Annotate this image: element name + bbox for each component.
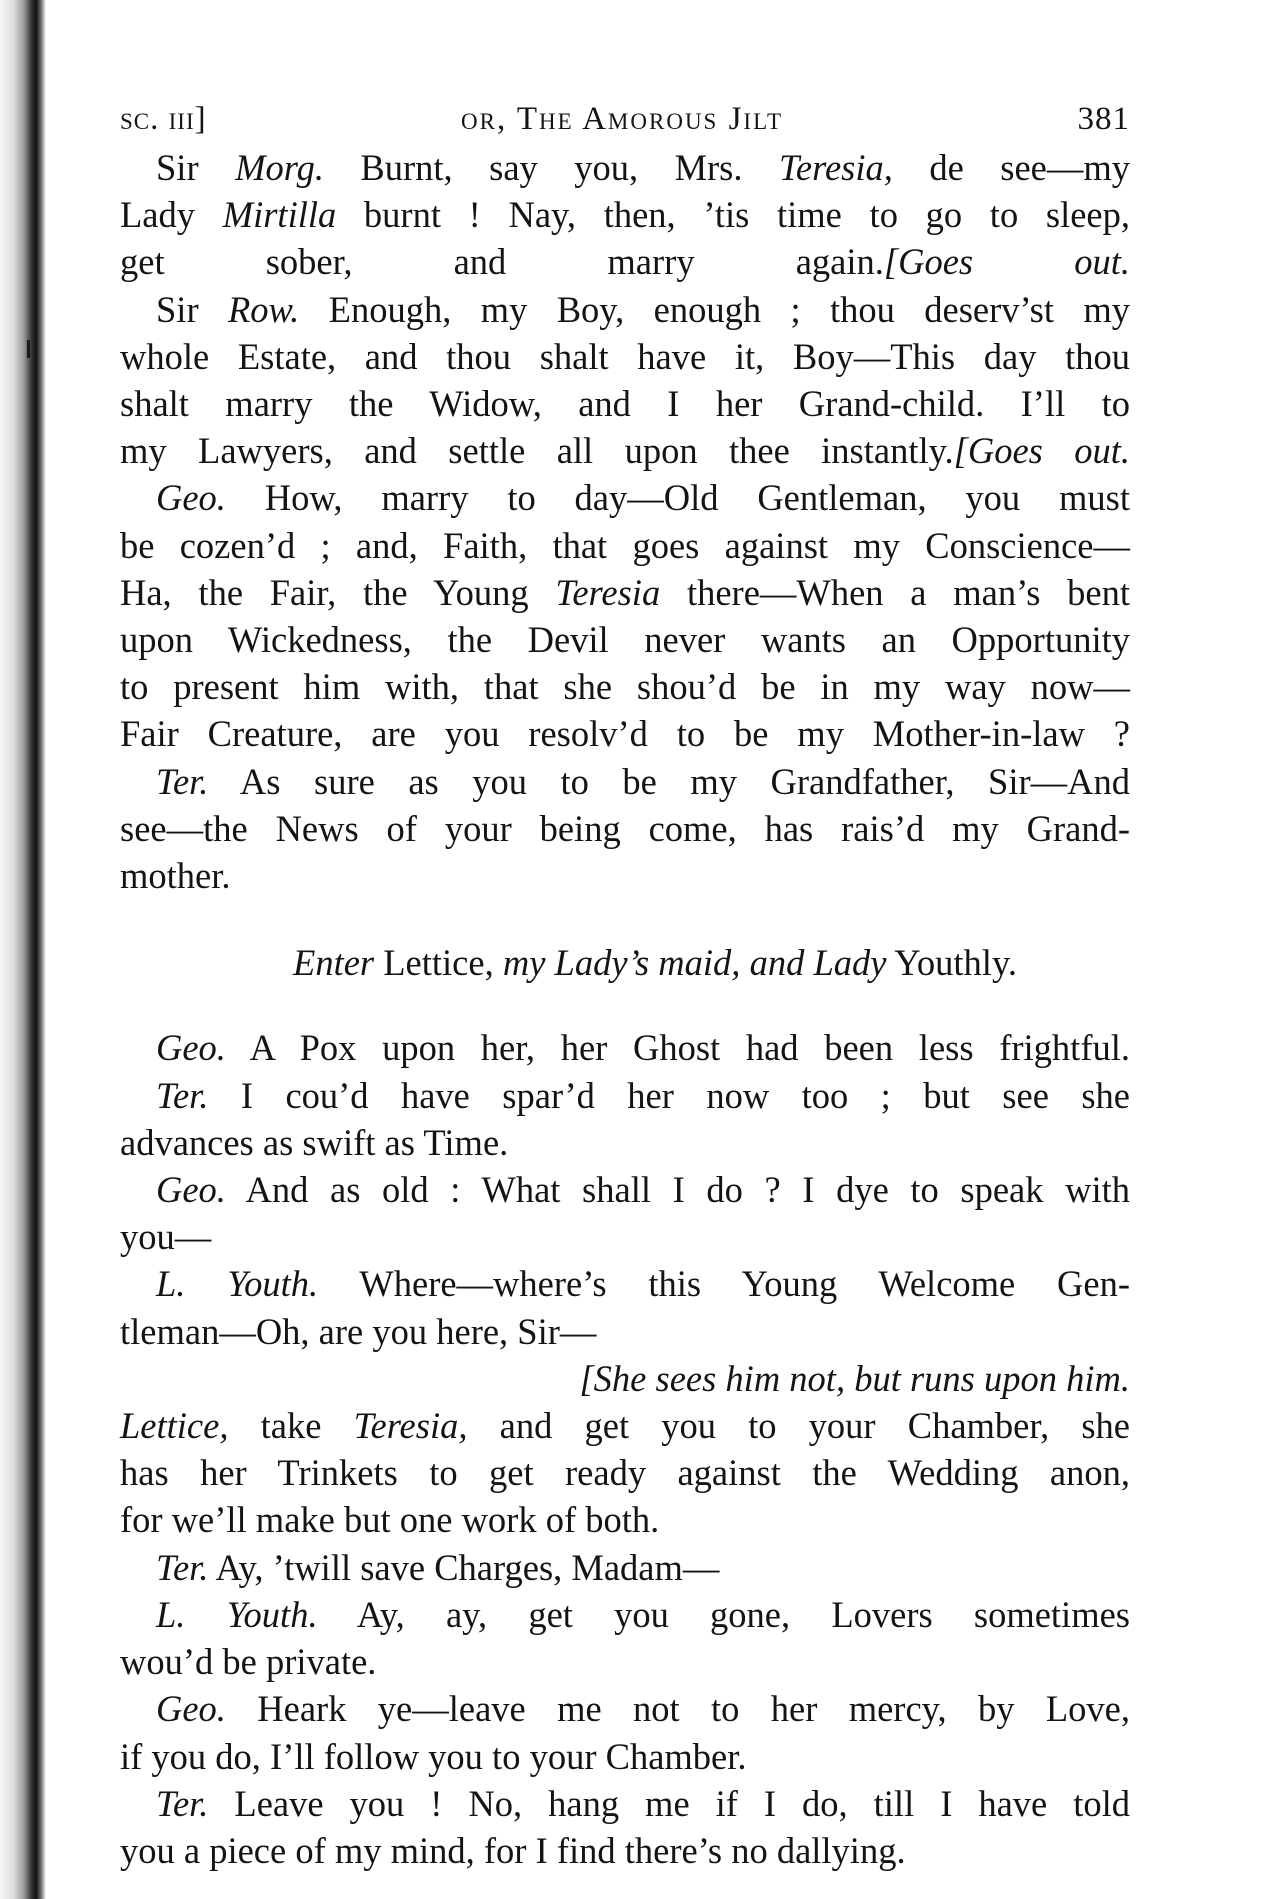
text-line: Ter. Ay, ’twill save Charges, Madam—	[156, 1546, 720, 1588]
speaker-name: L. Youth.	[156, 1593, 318, 1635]
text-line: mother.	[120, 855, 231, 897]
speaker-name: Geo.	[156, 1688, 226, 1730]
text-line: upon Wickedness, the Devil never wants an Opportunity	[120, 619, 1130, 661]
stage-direction: [She sees him not, but runs upon him.	[579, 1357, 1130, 1399]
text-line: Geo. Heark ye—leave me not to her mercy, by Love,	[156, 1688, 1130, 1730]
text-line: L. Youth. Ay, ay, get you gone, Lovers sometimes	[156, 1593, 1130, 1635]
text-line: see—the News of your being come, has rais’d my Grand-	[120, 807, 1130, 849]
text-line: Sir Row. Enough, my Boy, enough ; thou deserv’st my	[156, 288, 1130, 330]
speaker-name: L. Youth.	[156, 1263, 319, 1305]
text-line: be cozen’d ; and, Faith, that goes against my Conscience—	[120, 524, 1130, 566]
speaker-name: Ter.	[156, 760, 209, 802]
text-line: Geo. How, marry to day—Old Gentleman, you must	[156, 477, 1130, 519]
speaker-name: Geo.	[156, 1169, 226, 1211]
running-header	[120, 96, 1130, 144]
stage-direction: [Goes out.	[883, 241, 1130, 283]
book-gutter-shadow	[0, 0, 46, 1899]
text-line: if you do, I’ll follow you to your Chamber.	[120, 1735, 747, 1777]
speaker-name: Ter.	[156, 1074, 209, 1116]
scene-marker: sc. iii]	[120, 101, 207, 137]
text-line: Geo. A Pox upon her, her Ghost had been less frightful.	[156, 1027, 1130, 1069]
speaker-name: Ter.	[156, 1546, 209, 1588]
text-line: has her Trinkets to get ready against the Wedding anon,	[120, 1452, 1130, 1494]
speaker-name: Row.	[227, 288, 300, 330]
text-line: Ter. As sure as you to be my Grandfather, Sir—And	[156, 760, 1130, 802]
text-line: get sober, and marry again.[Goes out.	[120, 241, 1130, 283]
running-title: or, The Amorous Jilt	[461, 101, 784, 137]
text-line: Geo. And as old : What shall I do ? I dye to speak with	[156, 1169, 1130, 1211]
stage-direction: [Goes out.	[953, 430, 1131, 472]
margin-mark	[27, 340, 30, 358]
text-line: Fair Creature, are you resolv’d to be my Mother-in-law ?	[120, 713, 1130, 755]
text-line: for we’ll make but one work of both.	[120, 1499, 660, 1541]
text-line: wou’d be private.	[120, 1641, 377, 1683]
text-line: my Lawyers, and settle all upon thee instantly.[Goes out.	[120, 430, 1131, 472]
text-line: Lettice, take Teresia, and get you to your Chamber, she	[120, 1405, 1131, 1447]
speaker-name: Geo.	[156, 477, 226, 519]
text-line: Ter. Leave you ! No, hang me if I do, till I have told	[156, 1782, 1130, 1824]
text-line: to present him with, that she shou’d be in my way now—	[120, 666, 1130, 708]
page-number: 381	[1077, 101, 1130, 137]
text-line: shalt marry the Widow, and I her Grand-child. I’ll to	[120, 383, 1130, 425]
book-page	[120, 96, 1130, 1874]
text-line: you a piece of my mind, for I find there’s no dallying.	[120, 1829, 906, 1871]
text-line	[120, 1355, 1130, 1402]
text-line: Ha, the Fair, the Young Teresia there—When a man’s bent	[120, 571, 1131, 613]
speaker-name: Geo.	[156, 1027, 226, 1069]
text-line: Sir Morg. Burnt, say you, Mrs. Teresia, de see—my	[156, 147, 1130, 188]
text-line: whole Estate, and thou shalt have it, Boy—This day thou	[120, 335, 1130, 377]
text-line: L. Youth. Where—where’s this Young Welcome Gen-	[156, 1263, 1130, 1305]
text-line: Lady Mirtilla burnt ! Nay, then, ’tis time to go to sleep,	[120, 194, 1130, 236]
speaker-name: Morg.	[235, 147, 324, 188]
speaker-name: Ter.	[156, 1782, 209, 1824]
text-line: tleman—Oh, are you here, Sir—	[120, 1310, 597, 1352]
stage-entrance: Enter Lettice, my Lady’s maid, and Lady Youthly.	[293, 942, 1017, 984]
text-line: Ter. I cou’d have spar’d her now too ; but see she	[156, 1074, 1130, 1116]
text-line: you—	[120, 1216, 212, 1258]
text-line: advances as swift as Time.	[120, 1121, 509, 1163]
